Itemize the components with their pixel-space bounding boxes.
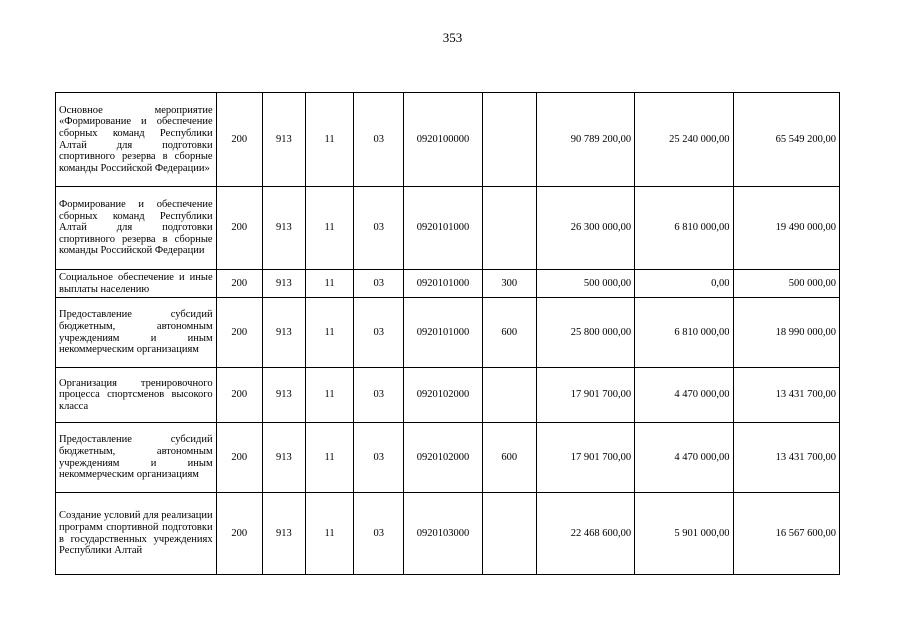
- cell-c2: 913: [262, 298, 305, 368]
- cell-c4: 03: [354, 93, 404, 187]
- cell-c2: 913: [262, 368, 305, 423]
- cell-c1: 200: [216, 368, 262, 423]
- page-number: 353: [442, 30, 463, 45]
- cell-c4: 03: [354, 493, 404, 575]
- cell-c2: 913: [262, 93, 305, 187]
- cell-c5: 0920102000: [404, 423, 482, 493]
- cell-c6: [482, 493, 536, 575]
- cell-c2: 913: [262, 270, 305, 298]
- table-row: [56, 493, 840, 575]
- cell-c5: 0920102000: [404, 368, 482, 423]
- table-row: [56, 298, 840, 368]
- row-description: Создание условий для реализации программ спортивной подготовки в государственных учреждениях Республики Алтай: [56, 493, 217, 575]
- cell-c1: 200: [216, 270, 262, 298]
- cell-v3: 500 000,00: [733, 270, 839, 298]
- cell-c6: 600: [482, 298, 536, 368]
- table-row: [56, 93, 840, 187]
- cell-c3: 11: [305, 493, 353, 575]
- cell-v1: 17 901 700,00: [536, 423, 634, 493]
- cell-c3: 11: [305, 93, 353, 187]
- cell-c4: 03: [354, 298, 404, 368]
- cell-v1: 500 000,00: [536, 270, 634, 298]
- cell-v3: 18 990 000,00: [733, 298, 839, 368]
- cell-v2: 0,00: [635, 270, 733, 298]
- cell-c2: 913: [262, 187, 305, 270]
- cell-c6: 600: [482, 423, 536, 493]
- cell-v2: 6 810 000,00: [635, 298, 733, 368]
- cell-c1: 200: [216, 423, 262, 493]
- cell-c3: 11: [305, 298, 353, 368]
- row-description: Основное мероприятие «Формирование и обеспечение сборных команд Республики Алтай для подготовки спортивного резерва в сборные команды Российской Федерации»: [56, 93, 217, 187]
- cell-c6: [482, 93, 536, 187]
- cell-v2: 4 470 000,00: [635, 423, 733, 493]
- row-description: Предоставление субсидий бюджетным, автономным учреждениям и иным некоммерческим организациям: [56, 423, 217, 493]
- table-row: [56, 368, 840, 423]
- cell-v1: 26 300 000,00: [536, 187, 634, 270]
- cell-c4: 03: [354, 368, 404, 423]
- cell-v1: 25 800 000,00: [536, 298, 634, 368]
- cell-c6: [482, 187, 536, 270]
- cell-c6: 300: [482, 270, 536, 298]
- cell-c4: 03: [354, 423, 404, 493]
- cell-c2: 913: [262, 493, 305, 575]
- cell-v3: 16 567 600,00: [733, 493, 839, 575]
- cell-c4: 03: [354, 187, 404, 270]
- table-row: [56, 187, 840, 270]
- cell-v1: 22 468 600,00: [536, 493, 634, 575]
- table-row: [56, 270, 840, 298]
- cell-v2: 5 901 000,00: [635, 493, 733, 575]
- cell-c3: 11: [305, 270, 353, 298]
- cell-c3: 11: [305, 368, 353, 423]
- budget-table: [55, 92, 840, 575]
- cell-c5: 0920100000: [404, 93, 482, 187]
- cell-v3: 19 490 000,00: [733, 187, 839, 270]
- cell-c3: 11: [305, 423, 353, 493]
- cell-v3: 65 549 200,00: [733, 93, 839, 187]
- row-description: Организация тренировочного процесса спортсменов высокого класса: [56, 368, 217, 423]
- row-description: Социальное обеспечение и иные выплаты населению: [56, 270, 217, 298]
- cell-v3: 13 431 700,00: [733, 423, 839, 493]
- cell-c2: 913: [262, 423, 305, 493]
- cell-v1: 17 901 700,00: [536, 368, 634, 423]
- cell-c1: 200: [216, 187, 262, 270]
- cell-c1: 200: [216, 493, 262, 575]
- cell-c4: 03: [354, 270, 404, 298]
- cell-c5: 0920103000: [404, 493, 482, 575]
- cell-v2: 6 810 000,00: [635, 187, 733, 270]
- cell-v3: 13 431 700,00: [733, 368, 839, 423]
- cell-v2: 4 470 000,00: [635, 368, 733, 423]
- cell-c1: 200: [216, 93, 262, 187]
- cell-c5: 0920101000: [404, 298, 482, 368]
- row-description: Формирование и обеспечение сборных команд Республики Алтай для подготовки спортивного резерва в сборные команды Российской Федерации: [56, 187, 217, 270]
- row-description: Предоставление субсидий бюджетным, автономным учреждениям и иным некоммерческим организациям: [56, 298, 217, 368]
- cell-v1: 90 789 200,00: [536, 93, 634, 187]
- cell-c3: 11: [305, 187, 353, 270]
- cell-c5: 0920101000: [404, 270, 482, 298]
- cell-c1: 200: [216, 298, 262, 368]
- cell-v2: 25 240 000,00: [635, 93, 733, 187]
- cell-c5: 0920101000: [404, 187, 482, 270]
- table-row: [56, 423, 840, 493]
- cell-c6: [482, 368, 536, 423]
